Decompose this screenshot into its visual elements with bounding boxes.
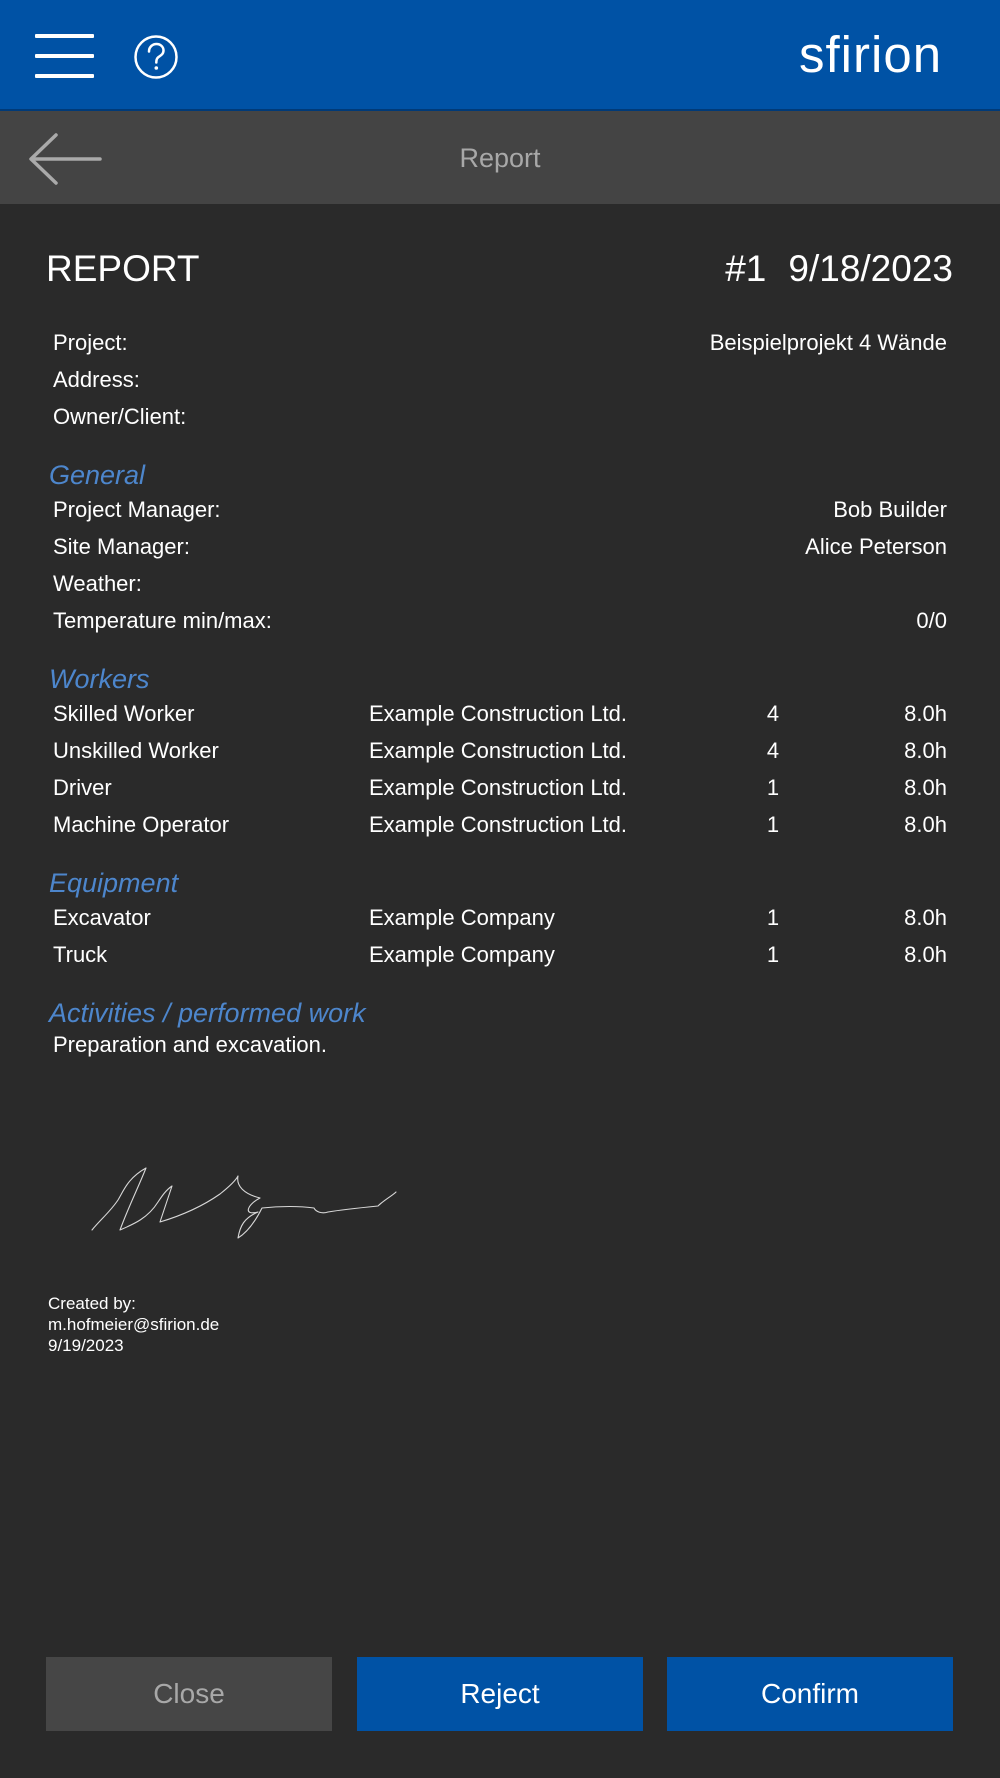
owner-row: [53, 404, 947, 434]
section-general: General: [49, 460, 146, 490]
address-row: [53, 367, 947, 397]
signature-image: [88, 1160, 398, 1240]
equipment-company: Example Company: [369, 942, 555, 967]
temperature-label: Temperature min/max:: [53, 608, 272, 633]
table-row: [53, 738, 947, 768]
worker-count: 4: [766, 738, 780, 763]
worker-count: 4: [766, 701, 780, 726]
report-number: #1: [725, 248, 767, 289]
owner-label: Owner/Client:: [53, 404, 187, 429]
worker-hours: 8.0h: [904, 738, 947, 763]
section-equipment: Equipment: [49, 868, 179, 898]
created-date: 9/19/2023: [48, 1336, 124, 1355]
equipment-item: Truck: [53, 942, 108, 967]
equipment-count: 1: [766, 905, 780, 930]
equipment-hours: 8.0h: [904, 905, 947, 930]
table-row: [53, 775, 947, 805]
table-row: [53, 812, 947, 842]
app-header: [0, 0, 1000, 111]
worker-role: Driver: [53, 775, 112, 800]
sub-header: [0, 111, 1000, 204]
address-label: Address:: [53, 367, 140, 392]
table-row: [53, 942, 947, 972]
confirm-button[interactable]: Confirm: [667, 1657, 953, 1731]
site-manager-row: [53, 534, 947, 564]
weather-row: [53, 571, 947, 601]
report-date: 9/18/2023: [788, 248, 953, 289]
table-row: [53, 905, 947, 935]
report-number-date: [725, 248, 953, 290]
project-label: Project:: [53, 330, 128, 355]
worker-hours: 8.0h: [904, 812, 947, 837]
equipment-item: Excavator: [53, 905, 151, 930]
project-manager-row: [53, 497, 947, 527]
question-circle-icon[interactable]: [133, 34, 179, 80]
worker-role: Skilled Worker: [53, 701, 195, 726]
created-by-email: m.hofmeier@sfirion.de: [48, 1315, 220, 1334]
sfirion-logo: [799, 26, 974, 84]
temperature-value: 0/0: [916, 608, 947, 633]
equipment-hours: 8.0h: [904, 942, 947, 967]
project-manager-value: Bob Builder: [833, 497, 947, 522]
close-button[interactable]: Close: [46, 1657, 332, 1731]
activities-text: Preparation and excavation.: [53, 1032, 327, 1057]
report-title: REPORT: [46, 248, 200, 289]
section-workers: Workers: [49, 664, 150, 694]
created-by-label: Created by:: [48, 1294, 136, 1313]
worker-count: 1: [766, 775, 780, 800]
worker-company: Example Construction Ltd.: [369, 775, 628, 800]
weather-label: Weather:: [53, 571, 142, 596]
reject-button[interactable]: Reject: [357, 1657, 643, 1731]
project-manager-label: Project Manager:: [53, 497, 221, 522]
temperature-row: [53, 608, 947, 638]
worker-count: 1: [766, 812, 780, 837]
worker-hours: 8.0h: [904, 775, 947, 800]
page-title: Report: [459, 143, 541, 173]
worker-company: Example Construction Ltd.: [369, 812, 628, 837]
worker-role: Machine Operator: [53, 812, 230, 837]
svg-text:sfirion: sfirion: [799, 26, 943, 83]
equipment-count: 1: [766, 942, 780, 967]
project-value: Beispielprojekt 4 Wände: [709, 330, 947, 355]
worker-company: Example Construction Ltd.: [369, 701, 628, 726]
site-manager-value: Alice Peterson: [805, 534, 947, 559]
worker-hours: 8.0h: [904, 701, 947, 726]
worker-role: Unskilled Worker: [53, 738, 219, 763]
project-row: [53, 330, 947, 360]
site-manager-label: Site Manager:: [53, 534, 190, 559]
equipment-company: Example Company: [369, 905, 555, 930]
section-activities: Activities / performed work: [49, 998, 366, 1028]
table-row: [53, 701, 947, 731]
hamburger-menu-icon[interactable]: [35, 34, 94, 78]
worker-company: Example Construction Ltd.: [369, 738, 628, 763]
